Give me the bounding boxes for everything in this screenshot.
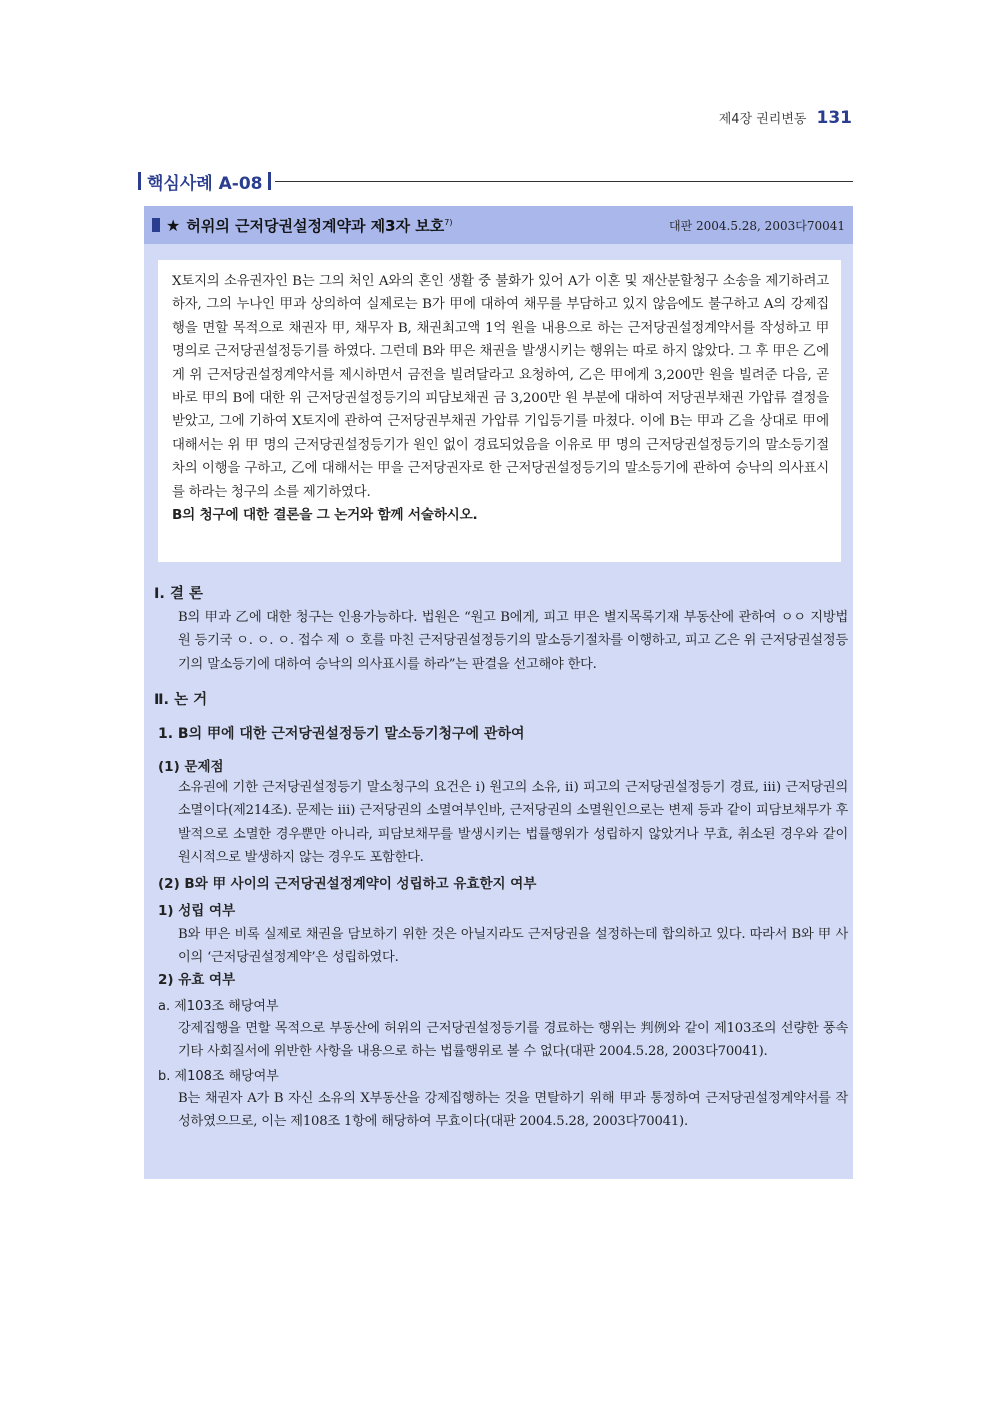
a-text: 강제집행을 면할 목적으로 부동산에 허위의 근저당권설정등기를 경료하는 행위는 判例와 같이 제103조의 선량한 풍속 기타 사회질서에 위반한 사항을 내용으로 하는 법률행위로 볼 수 없다(대판 2004.5.28, 2003다70041). <box>178 1021 848 1060</box>
case-heading-right-bar <box>268 172 271 190</box>
case-title: 핵심사례 A-08 <box>147 173 263 194</box>
grounds-heading: Ⅱ. 논 거 <box>154 692 208 708</box>
a-heading: a. 제103조 해당여부 <box>158 999 279 1014</box>
case-heading <box>138 168 853 194</box>
sub1-text: 소유권에 기한 근저당권설정등기 말소청구의 요건은 ⅰ) 원고의 소유, ⅱ) 피고의 근저당권설정등기 경료, ⅲ) 근저당권의 소멸이다(제214조). 문제는 ⅲ) 근저당권의 소멸여부인바, 근저당권의 소멸원인으로는 변제 등과 같이 피담보채무가 후발적으로 소멸한 경우뿐만 아니라, 피담보채무를 발생시키는 법률행위가 성립하지 않았거나 무효, 취소된 경우와 같이 원시적으로 발생하지 않는 경우도 포함한다. <box>178 780 848 866</box>
case-panel <box>144 206 853 1179</box>
sub1-heading: (1) 문제점 <box>158 759 224 775</box>
item2-heading: 2) 유효 여부 <box>158 972 236 988</box>
page-number: 131 <box>816 108 852 128</box>
section1-heading: 1. B의 甲에 대한 근저당권설정등기 말소등기청구에 관하여 <box>158 726 525 742</box>
case-heading-rule <box>275 181 853 182</box>
topic-citation: 대판 2004.5.28, 2003다70041 <box>668 218 845 233</box>
topic-title-text: 허위의 근저당권설정계약과 제3자 보호 <box>186 216 445 235</box>
conclusion-heading: Ⅰ. 결 론 <box>154 586 204 602</box>
b-text: B는 채권자 A가 B 자신 소유의 X부동산을 강제집행하는 것을 면탈하기 위해 甲과 통정하여 근저당권설정계약서를 작성하였으므로, 이는 제108조 1항에 해당하여 무효이다(대판 2004.5.28, 2003다70041). <box>178 1091 848 1130</box>
facts-box <box>158 260 841 562</box>
facts-text: X토지의 소유권자인 B는 그의 처인 A와의 혼인 생활 중 불화가 있어 A가 이혼 및 재산분할청구 소송을 제기하려고 하자, 그의 누나인 甲과 상의하여 실제로는 B가 甲에 대하여 채무를 부담하고 있지 않음에도 불구하고 A의 강제집행을 면할 목적으로 채권자 甲, 채무자 B, 채권최고액 1억 원을 내용으로 하는 근저당권설정계약서를 작성하고 甲 명의로 근저당권설정등기를 하였다. 그런데 B와 甲은 채권을 발생시키는 행위는 따로 하지 않았다. 그 후 甲은 乙에게 위 근저당권설정계약서를 제시하면서 금전을 빌려달라고 요청하여, 乙은 甲에게 3,200만 원을 빌려준 다음, 곧바로 甲의 B에 대한 위 근저당권설정등기의 피담보채권 금 3,200만 원 부분에 대하여 저당권부채권 가압류 결정을 받았고, 그에 기하여 X토지에 관하여 근저당권부채권 가압류 기입등기를 마쳤다. 이에 B는 甲과 乙을 상대로 甲에 대해서는 위 甲 명의 근저당권설정등기가 원인 없이 경료되었음을 이유로 甲 명의 근저당권설정등기의 말소등기절차의 이행을 구하고, 乙에 대해서는 甲을 근저당권자로 한 근저당권설정등기의 말소등기에 관하여 승낙의 의사표시를 하라는 청구의 소를 제기하였다. <box>172 274 829 500</box>
item1-text: B와 甲은 비록 실제로 채권을 담보하기 위한 것은 아닐지라도 근저당권을 설정하는데 합의하고 있다. 따라서 B와 甲 사이의 ‘근저당권설정계약’은 성립하였다. <box>178 927 848 966</box>
footnote-mark: 7) <box>444 217 453 227</box>
conclusion-text: B의 甲과 乙에 대한 청구는 인용가능하다. 법원은 “원고 B에게, 피고 甲은 별지목록기재 부동산에 관하여 ㅇㅇ 지방법원 등기국 ㅇ. ㅇ. ㅇ. 접수 제 ㅇ 호를 마친 근저당권설정등기의 말소등기절차를 이행하고, 피고 乙은 위 근저당권설정등기의 말소등기에 대하여 승낙의 의사표시를 하라”는 판결을 선고해야 한다. <box>178 610 848 672</box>
sub2-heading: (2) B와 甲 사이의 근저당권설정계약이 성립하고 유효한지 여부 <box>158 876 537 892</box>
topic-bar <box>144 206 853 244</box>
chapter-title: 제4장 권리변동 <box>718 112 807 127</box>
question-text: B의 청구에 대한 결론을 그 논거와 함께 서술하시오. <box>172 507 478 524</box>
running-head <box>719 108 852 128</box>
star-icon: ★ <box>166 215 181 235</box>
topic-title <box>186 215 452 236</box>
item1-heading: 1) 성립 여부 <box>158 903 236 919</box>
b-heading: b. 제108조 해당여부 <box>158 1069 279 1084</box>
topic-square-icon <box>152 218 160 232</box>
